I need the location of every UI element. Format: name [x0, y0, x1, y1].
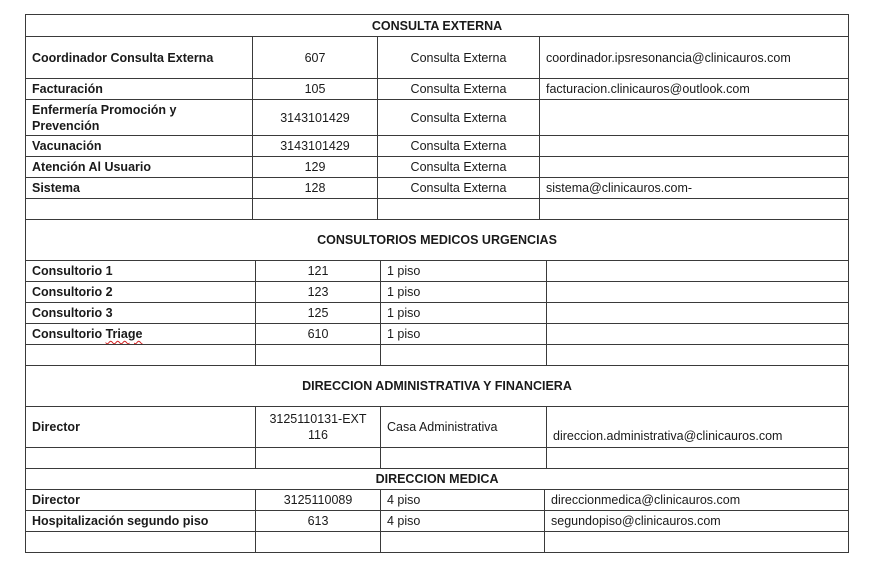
contact-email [540, 100, 849, 136]
empty-row [26, 345, 849, 366]
table-row [26, 157, 849, 178]
directory-document [25, 14, 848, 553]
contact-email: direccion.administrativa@clinicauros.com [547, 407, 849, 448]
empty-cell [381, 448, 547, 469]
contact-extension: 3143101429 [253, 136, 378, 157]
contact-extension: 128 [253, 178, 378, 199]
administrativa-table [25, 365, 849, 469]
section-title: CONSULTORIOS MEDICOS URGENCIAS [26, 220, 849, 261]
contact-location: Consulta Externa [378, 136, 540, 157]
contact-location: 1 piso [381, 261, 547, 282]
contact-email [540, 157, 849, 178]
section-header-row [26, 15, 849, 37]
contact-extension: 121 [256, 261, 381, 282]
contact-name [26, 324, 256, 345]
contact-name: Hospitalización segundo piso [26, 511, 256, 532]
contact-name: Director [26, 490, 256, 511]
contact-location: Consulta Externa [378, 100, 540, 136]
contact-extension-line-1: 3125110131-EXT [269, 412, 367, 426]
table-row [26, 136, 849, 157]
contact-location: Casa Administrativa [381, 407, 547, 448]
contact-email: segundopiso@clinicauros.com [545, 511, 849, 532]
section-title: DIRECCION MEDICA [26, 469, 849, 490]
empty-cell [26, 448, 256, 469]
contact-location: 4 piso [381, 490, 545, 511]
contact-email: direccionmedica@clinicauros.com [545, 490, 849, 511]
table-row [26, 37, 849, 79]
empty-row [26, 199, 849, 220]
contact-extension: 610 [256, 324, 381, 345]
empty-cell [253, 199, 378, 220]
urgencias-table [25, 219, 849, 366]
table-row [26, 511, 849, 532]
contact-extension: 123 [256, 282, 381, 303]
empty-cell [547, 448, 849, 469]
contact-name: Facturación [26, 79, 253, 100]
empty-row [26, 448, 849, 469]
empty-cell [26, 199, 253, 220]
table-row [26, 490, 849, 511]
table-row [26, 324, 849, 345]
contact-location: Consulta Externa [378, 37, 540, 79]
contact-name: Vacunación [26, 136, 253, 157]
section-title: CONSULTA EXTERNA [26, 15, 849, 37]
table-row [26, 79, 849, 100]
empty-cell [256, 345, 381, 366]
section-title: DIRECCION ADMINISTRATIVA Y FINANCIERA [26, 366, 849, 407]
contact-name-prefix: Consultorio [32, 327, 106, 341]
contact-email [547, 282, 849, 303]
contact-name: Consultorio 1 [26, 261, 256, 282]
empty-cell [381, 532, 545, 553]
contact-location: 1 piso [381, 282, 547, 303]
contact-email: coordinador.ipsresonancia@clinicauros.com [540, 37, 849, 79]
empty-cell [256, 448, 381, 469]
contact-email [547, 324, 849, 345]
empty-cell [381, 345, 547, 366]
contact-location: Consulta Externa [378, 178, 540, 199]
contact-name: Sistema [26, 178, 253, 199]
contact-location: 4 piso [381, 511, 545, 532]
empty-cell [540, 199, 849, 220]
contact-email [547, 303, 849, 324]
empty-cell [545, 532, 849, 553]
contact-extension-line-2: 116 [308, 428, 328, 442]
contact-name: Atención Al Usuario [26, 157, 253, 178]
empty-cell [26, 345, 256, 366]
table-row [26, 100, 849, 136]
medica-table [25, 468, 849, 553]
contact-email [540, 136, 849, 157]
table-row [26, 178, 849, 199]
contact-extension: 129 [253, 157, 378, 178]
contact-location: 1 piso [381, 303, 547, 324]
table-row [26, 407, 849, 448]
contact-name-word: Triage [105, 327, 143, 341]
contact-name: Consultorio 3 [26, 303, 256, 324]
contact-extension: 3143101429 [253, 100, 378, 136]
empty-cell [256, 532, 381, 553]
contact-extension: 105 [253, 79, 378, 100]
table-row [26, 282, 849, 303]
empty-cell [378, 199, 540, 220]
contact-location: Consulta Externa [378, 79, 540, 100]
contact-name: Enfermería Promoción y Prevención [26, 100, 253, 136]
table-row [26, 261, 849, 282]
contact-extension [256, 407, 381, 448]
contact-extension: 3125110089 [256, 490, 381, 511]
contact-name: Consultorio 2 [26, 282, 256, 303]
table-row [26, 303, 849, 324]
contact-name: Coordinador Consulta Externa [26, 37, 253, 79]
empty-row [26, 532, 849, 553]
contact-location: Consulta Externa [378, 157, 540, 178]
contact-extension: 607 [253, 37, 378, 79]
contact-email: sistema@clinicauros.com- [540, 178, 849, 199]
section-header-row [26, 366, 849, 407]
contact-extension: 613 [256, 511, 381, 532]
contact-email: facturacion.clinicauros@outlook.com [540, 79, 849, 100]
consulta-externa-table [25, 14, 849, 220]
contact-extension: 125 [256, 303, 381, 324]
section-header-row [26, 469, 849, 490]
section-header-row [26, 220, 849, 261]
empty-cell [547, 345, 849, 366]
contact-email [547, 261, 849, 282]
contact-location: 1 piso [381, 324, 547, 345]
contact-name: Director [26, 407, 256, 448]
empty-cell [26, 532, 256, 553]
